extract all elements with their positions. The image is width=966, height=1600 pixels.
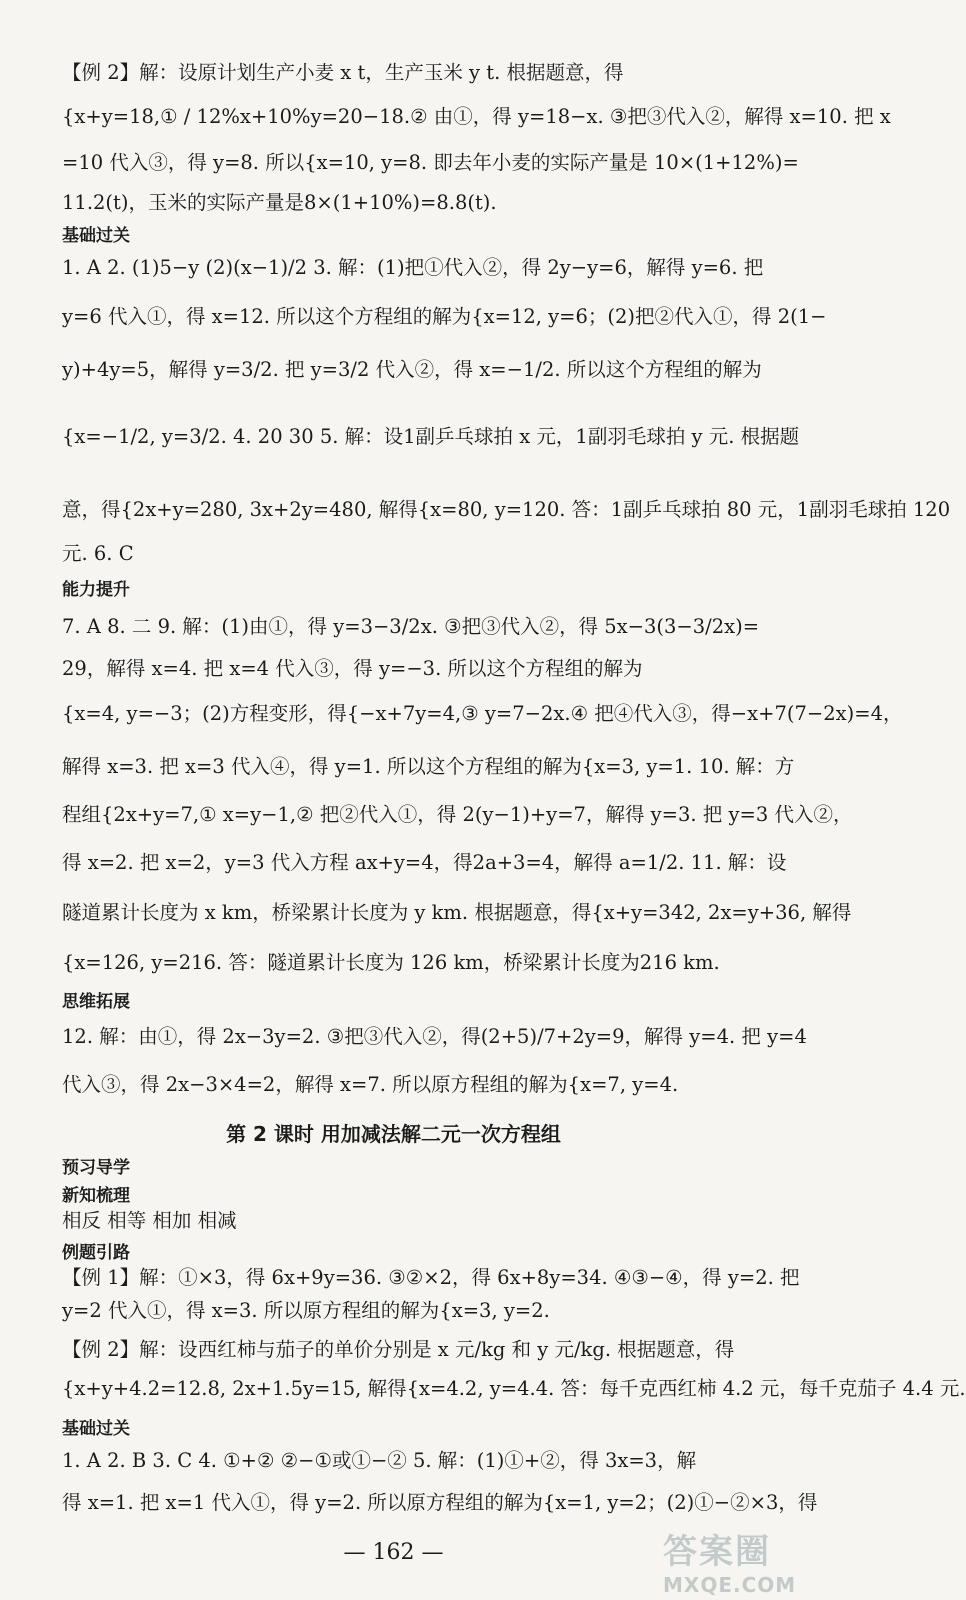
lesson-title: 第 2 课时 用加减法解二元一次方程组 <box>226 1122 561 1146</box>
text-line: {x+y=18,① / 12%x+10%y=20−18.② 由①，得 y=18−x. ③把③代入②，解得 x=10. 把 x <box>62 105 891 128</box>
text-line: 程组{2x+y=7,① x=y−1,② 把②代入①，得 2(y−1)+y=7，解得 y=3. 把 y=3 代入②， <box>62 803 853 826</box>
text-line: =10 代入③，得 y=8. 所以{x=10, y=8. 即去年小麦的实际产量是 10×(1+12%)= <box>62 151 799 174</box>
section-heading: 基础过关 <box>62 1419 130 1439</box>
text-line: 得 x=2. 把 x=2，y=3 代入方程 ax+y=4，得2a+3=4，解得 a=1/2. 11. 解：设 <box>62 851 787 874</box>
text-line: {x=126, y=216. 答：隧道累计长度为 126 km，桥梁累计长度为216 km. <box>62 951 720 974</box>
text-line: 12. 解：由①，得 2x−3y=2. ③把③代入②，得(2+5)/7+2y=9，解得 y=4. 把 y=4 <box>62 1025 807 1048</box>
text-line: 29，解得 x=4. 把 x=4 代入③，得 y=−3. 所以这个方程组的解为 <box>62 657 643 680</box>
text-line: 元. 6. C <box>62 542 134 565</box>
text-line: 得 x=1. 把 x=1 代入①，得 y=2. 所以原方程组的解为{x=1, y=2；(2)①−②×3，得 <box>62 1491 818 1514</box>
text-line: 【例 1】解：①×3，得 6x+9y=36. ③②×2，得 6x+8y=34. ④③−④，得 y=2. 把 <box>62 1266 800 1289</box>
text-line: 【例 2】解：设西红柿与茄子的单价分别是 x 元/kg 和 y 元/kg. 根据题意，得 <box>62 1338 735 1361</box>
watermark-text: 答案圈 <box>663 1532 771 1572</box>
text-line: 解得 x=3. 把 x=3 代入④，得 y=1. 所以这个方程组的解为{x=3, y=1. 10. 解：方 <box>62 755 795 778</box>
section-heading: 基础过关 <box>62 226 130 246</box>
text-line: {x=4, y=−3；(2)方程变形，得{−x+7y=4,③ y=7−2x.④ 把④代入③，得−x+7(7−2x)=4， <box>62 702 903 725</box>
text-line: {x=−1/2, y=3/2. 4. 20 30 5. 解：设1副乒乓球拍 x 元，1副羽毛球拍 y 元. 根据题 <box>62 425 800 448</box>
text-line: y=6 代入①，得 x=12. 所以这个方程组的解为{x=12, y=6；(2)把②代入①，得 2(1− <box>62 305 827 328</box>
text-line: {x+y+4.2=12.8, 2x+1.5y=15, 解得{x=4.2, y=4.4. 答：每千克西红柿 4.2 元，每千克茄子 4.4 元. <box>62 1377 966 1400</box>
text-line: 【例 2】解：设原计划生产小麦 x t，生产玉米 y t. 根据题意，得 <box>62 61 624 84</box>
text-line: 隧道累计长度为 x km，桥梁累计长度为 y km. 根据题意，得{x+y=342, 2x=y+36, 解得 <box>62 901 852 924</box>
text-line: 1. A 2. B 3. C 4. ①+② ②−①或①−② 5. 解：(1)①+②，得 3x=3，解 <box>62 1449 697 1472</box>
watermark-logo <box>663 1524 797 1597</box>
watermark-url: MXQE.COM <box>663 1573 797 1597</box>
section-heading: 新知梳理 <box>62 1186 130 1206</box>
text-line: 7. A 8. 二 9. 解：(1)由①，得 y=3−3/2x. ③把③代入②，得 5x−3(3−3/2x)= <box>62 615 760 638</box>
text-line: y=2 代入①，得 x=3. 所以原方程组的解为{x=3, y=2. <box>62 1299 550 1322</box>
section-heading: 思维拓展 <box>62 992 130 1012</box>
page-number: — 162 — <box>343 1540 444 1565</box>
section-heading: 例题引路 <box>62 1243 130 1263</box>
text-line: y)+4y=5，解得 y=3/2. 把 y=3/2 代入②，得 x=−1/2. 所以这个方程组的解为 <box>62 358 762 381</box>
section-heading: 能力提升 <box>62 580 130 600</box>
section-heading: 预习导学 <box>62 1158 130 1178</box>
text-line: 11.2(t)，玉米的实际产量是8×(1+10%)=8.8(t). <box>62 191 497 214</box>
text-line: 1. A 2. (1)5−y (2)(x−1)/2 3. 解：(1)把①代入②，得 2y−y=6，解得 y=6. 把 <box>62 256 764 279</box>
text-line: 代入③，得 2x−3×4=2，解得 x=7. 所以原方程组的解为{x=7, y=4. <box>62 1073 679 1096</box>
text-line: 意，得{2x+y=280, 3x+2y=480, 解得{x=80, y=120. 答：1副乒乓球拍 80 元，1副羽毛球拍 120 <box>62 498 951 521</box>
text-line: 相反 相等 相加 相减 <box>62 1209 237 1232</box>
